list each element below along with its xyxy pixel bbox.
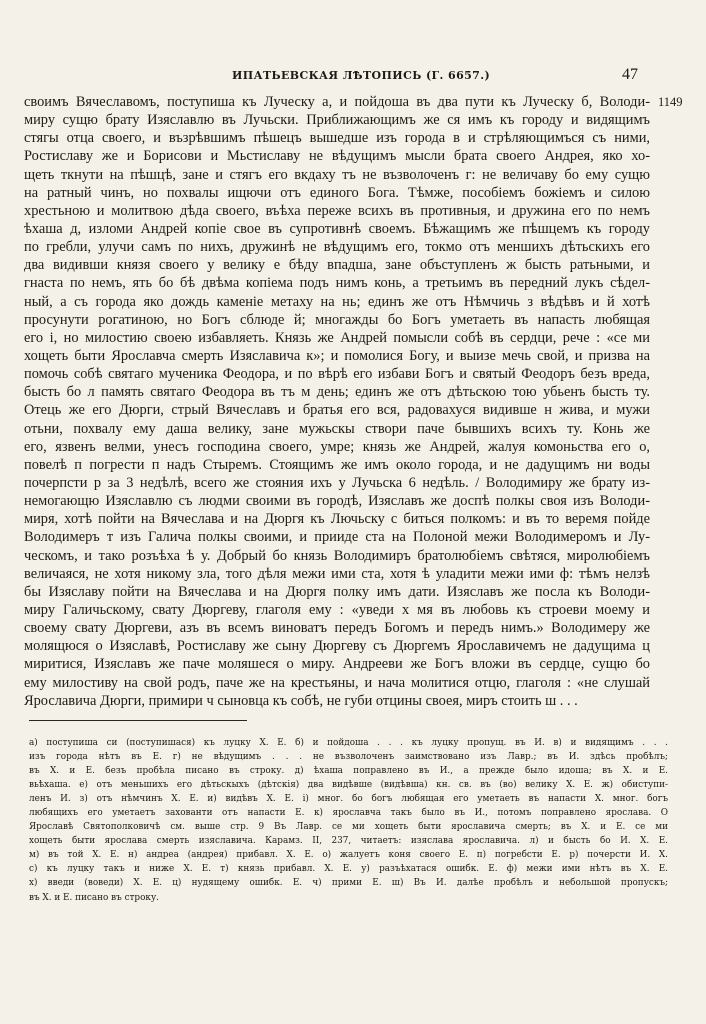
footnote-divider — [29, 720, 247, 721]
text-line: стягы отца своего, и възрѣвшимъ пѣшецъ вышедше изъ города в и стрѣляющимъся съ ними, — [24, 130, 650, 147]
text-line: гнаста по немъ, ять бо бѣ двѣма копіема подъ нимъ конь, а третьимъ въ передний лукъ сѣдел- — [24, 275, 650, 292]
footnote-line: вьѣхаша. е) отъ меньшихъ его дѣтьскыхъ (дѣтскія) два видѣвше (видѣвша) кн. св. въ (во) велику Х. Е. ж) обиступи- — [29, 780, 668, 791]
footnotes-block — [29, 736, 668, 905]
text-line: ческомъ, и тако розъѣха ѣ у. Добрый бо князь Володимиръ братолюбіемъ свѣтяся, миролюбіемъ — [24, 547, 650, 564]
footnote-line: ленъ И. з) отъ нѣмчинъ Х. Е. и) видѣвъ Х. Е. і) мног. бо богъ любящая его уметаеть въ напасти Х. мног. богъ — [29, 794, 668, 805]
text-line: на ратный чинъ, но похвалы ищючи отъ единого Бога. Тѣмже, пособіемъ божіемъ и силою — [24, 184, 650, 201]
margin-year: 1149 — [658, 95, 683, 109]
footnote-line: любящихъ его уметаетъ захованти отъ напасти Е. к) ярославча такъ было въ И., потомъ поправлено ярослава. О — [29, 808, 668, 819]
text-line: повелѣ п погрести п надъ Стыремъ. Стоящимъ же имъ около города, и не дадущимъ ни воды — [24, 456, 650, 473]
text-line: его, язвенъ велми, унесъ господина своего, умре; князь же Андрей, жалуя комоньства его о, — [24, 438, 650, 455]
text-line: молящюся о Изяславѣ, Ростиславу же сыну Дюргеву съ Дюргемъ Ярославичемъ не дадущима ц — [24, 638, 650, 655]
text-line: миря, хотѣ пойти на Вячеслава и на Дюргя къ Лючьску с биться полкомъ: и въ то веремя пойде — [24, 511, 650, 528]
text-line: его і, но милостию своею избавляеть. Князь же Андрей помысли собѣ въ сердци, рече : «се ми — [24, 329, 650, 346]
text-line: Ростиславу же и Борисови и Мьстиславу не вѣдущимъ мысли брата своего Андрея, яко хо- — [24, 148, 650, 165]
text-line: щеть ткнути на пѣшцѣ, зане и стягъ его вкдаху тъ не възволоченъ г: не величаву бо ему сущю — [24, 166, 650, 183]
text-line: Ярославича Дюрги, примири ч сыновца къ собѣ, не губи отцины своея, миръ стоить ш . . . — [24, 692, 578, 709]
footnote-line: изъ города нѣтъ въ Е. г) не вѣдущимъ . . . не възволоченъ заимствовано изъ Лавр.; въ И. здѣсь пробѣлъ; — [29, 752, 668, 763]
text-line: бысть бо л память святаго Феодора въ тъ м день; единъ же отъ дѣтьскою тою убьенъ бысть ту. — [24, 384, 650, 401]
text-line: бы Изяславу пойти на Вячеслава и на Дюргя полку имъ дати. Изяславъ же посла къ Володи- — [24, 583, 650, 600]
text-line: почерпсти р за 3 недѣлѣ, всего же стояния ихъ у Лучьска 6 недѣль. / Володимиру же брату из- — [24, 474, 650, 491]
text-line: хощеть быти Ярославча смерть Изяславича к»; и помолися Богу, и выизе мечь свой, и призва на — [24, 347, 650, 364]
footnote-line: въ Х. и Е. писано въ строку. — [29, 892, 159, 903]
text-line: просунути рогатиною, но Богъ сблюде й; многажды бо Богъ уметаеть въ напасть любящая — [24, 311, 650, 328]
text-line: ѣхаша д, изломи Андрей копіе свое въ супротивнѣ своемъ. Бѣжащимъ же пѣшцемъ къ городу — [24, 220, 650, 237]
text-line: миру Галичьскому, свату Дюргеву, глаголя ему : «уведи х мя въ любовь къ строеви моему и — [24, 601, 650, 618]
running-head: ИПАТЬЕВСКАЯ ЛѢТОПИСЬ (Г. 6657.) — [232, 69, 491, 82]
text-line: Отець же его Дюрги, стрый Вячеславъ и братья его вся, радовахуся видивше н жива, и мужи — [24, 402, 650, 419]
footnote-line: с) къ луцку такъ и ниже Х. Е. т) князь прибавл. Х. Е. у) разъѣхатася ошибк. Е. ф) межи ими нѣтъ въ Х. Е. — [29, 864, 668, 875]
footnote-line: а) поступиша си (поступишася) къ луцку Х. Е. б) и пойдоша . . . къ луцку пропущ. въ И. в) и видящимъ . . . — [29, 738, 668, 748]
text-line: ный, а съ города яко дождь каменіе метаху на нь; единъ же отъ Нѣмчичь з вѣдѣвъ и й хотѣ — [24, 293, 650, 310]
page-number: 47 — [622, 66, 638, 83]
text-line: миру сущю брату Изяславлю въ Лучьски. Приближающимъ же ся имъ къ городу и видящимъ — [24, 112, 650, 129]
footnote-line: м) въ той Х. Е. н) андреа (андрея) прибавл. Х. Е. о) жалуетъ коня своего Е. п) погребсти Е. р) почерсти И. Х. — [29, 850, 668, 861]
text-line: миритися, Изяславъ же паче моляшеся о миру. Андрееви же Богъ вложи въ сердце, сущю бо — [24, 656, 650, 673]
text-line: два видивши князя своего у велику е бѣду впадша, зане объступленъ ж бысть ратьными, и — [24, 257, 650, 274]
footnote-line: Ярославѣ Святополковичѣ см. выше стр. 9 Въ Лавр. се ми хощеть быти ярославича смерть; въ Х. и Е. се ми — [29, 822, 668, 833]
text-line: ему милостиву на свой родъ, паче же на крестьяны, и нача молитися отцю, глаголя : «не слушай — [24, 674, 650, 691]
text-line: помочь собѣ святаго мученика Феодора, и по вѣрѣ его избави Богъ и святый Феодоръ безъ вреда, — [24, 366, 650, 383]
footnote-line: х) введи (воведи) Х. Е. ц) нудящему ошибк. Е. ч) прими Е. ш) Въ И. далѣе пробѣлъ и небольшой пропускъ; — [29, 878, 668, 889]
text-line: по гребли, улучи самъ по нихъ, дружинѣ не вѣдущимъ его, токмо отъ меншихъ дѣтьскихъ его — [24, 239, 650, 256]
main-text-body — [24, 93, 650, 710]
footnote-line: въ Х. и Е. безъ пробѣла писано въ строку. д) ѣхаша поправлено въ И., а прежде было идоша; въ Х. и Е. — [29, 766, 668, 777]
text-line: величаяся, не хотя никому зла, того дѣля межи ими ста, хотя ѣ уладити межи ими ф: тѣмъ нелзѣ — [24, 565, 650, 582]
text-line: хрестьною и молитвою дѣда своего, въѣха переже всихъ въ противныя, и дружина его по немъ — [24, 202, 650, 219]
footnote-line: хощеть быти ярослава смерть изяславича. Карамз. II, 237, читаетъ: изяслава ярославича. л) и бысть бо И. Х. Е. — [29, 836, 668, 847]
text-line: отьни, похвалу ему даша велику, зане мужьскы створи паче бывшихъ всихъ ту. Конь же — [24, 420, 650, 437]
text-line: своимъ Вячеславомъ, поступиша къ Луческу а, и пойдоша въ два пути къ Луческу б, Володи- — [24, 94, 650, 110]
text-line: немогающю Изяславлю съ людми своими въ городѣ, Изяславъ же доспѣ полкы своя изъ Володи- — [24, 493, 650, 510]
text-line: своему свату Дюргеви, азъ въ всемъ виноватъ передъ Богомъ и передъ нимъ.» Володимеру же — [24, 620, 650, 637]
text-line: Володимеръ т изъ Галича полкы своими, и прииде ста на Полоной межи Володимеромъ и Лу- — [24, 529, 650, 546]
